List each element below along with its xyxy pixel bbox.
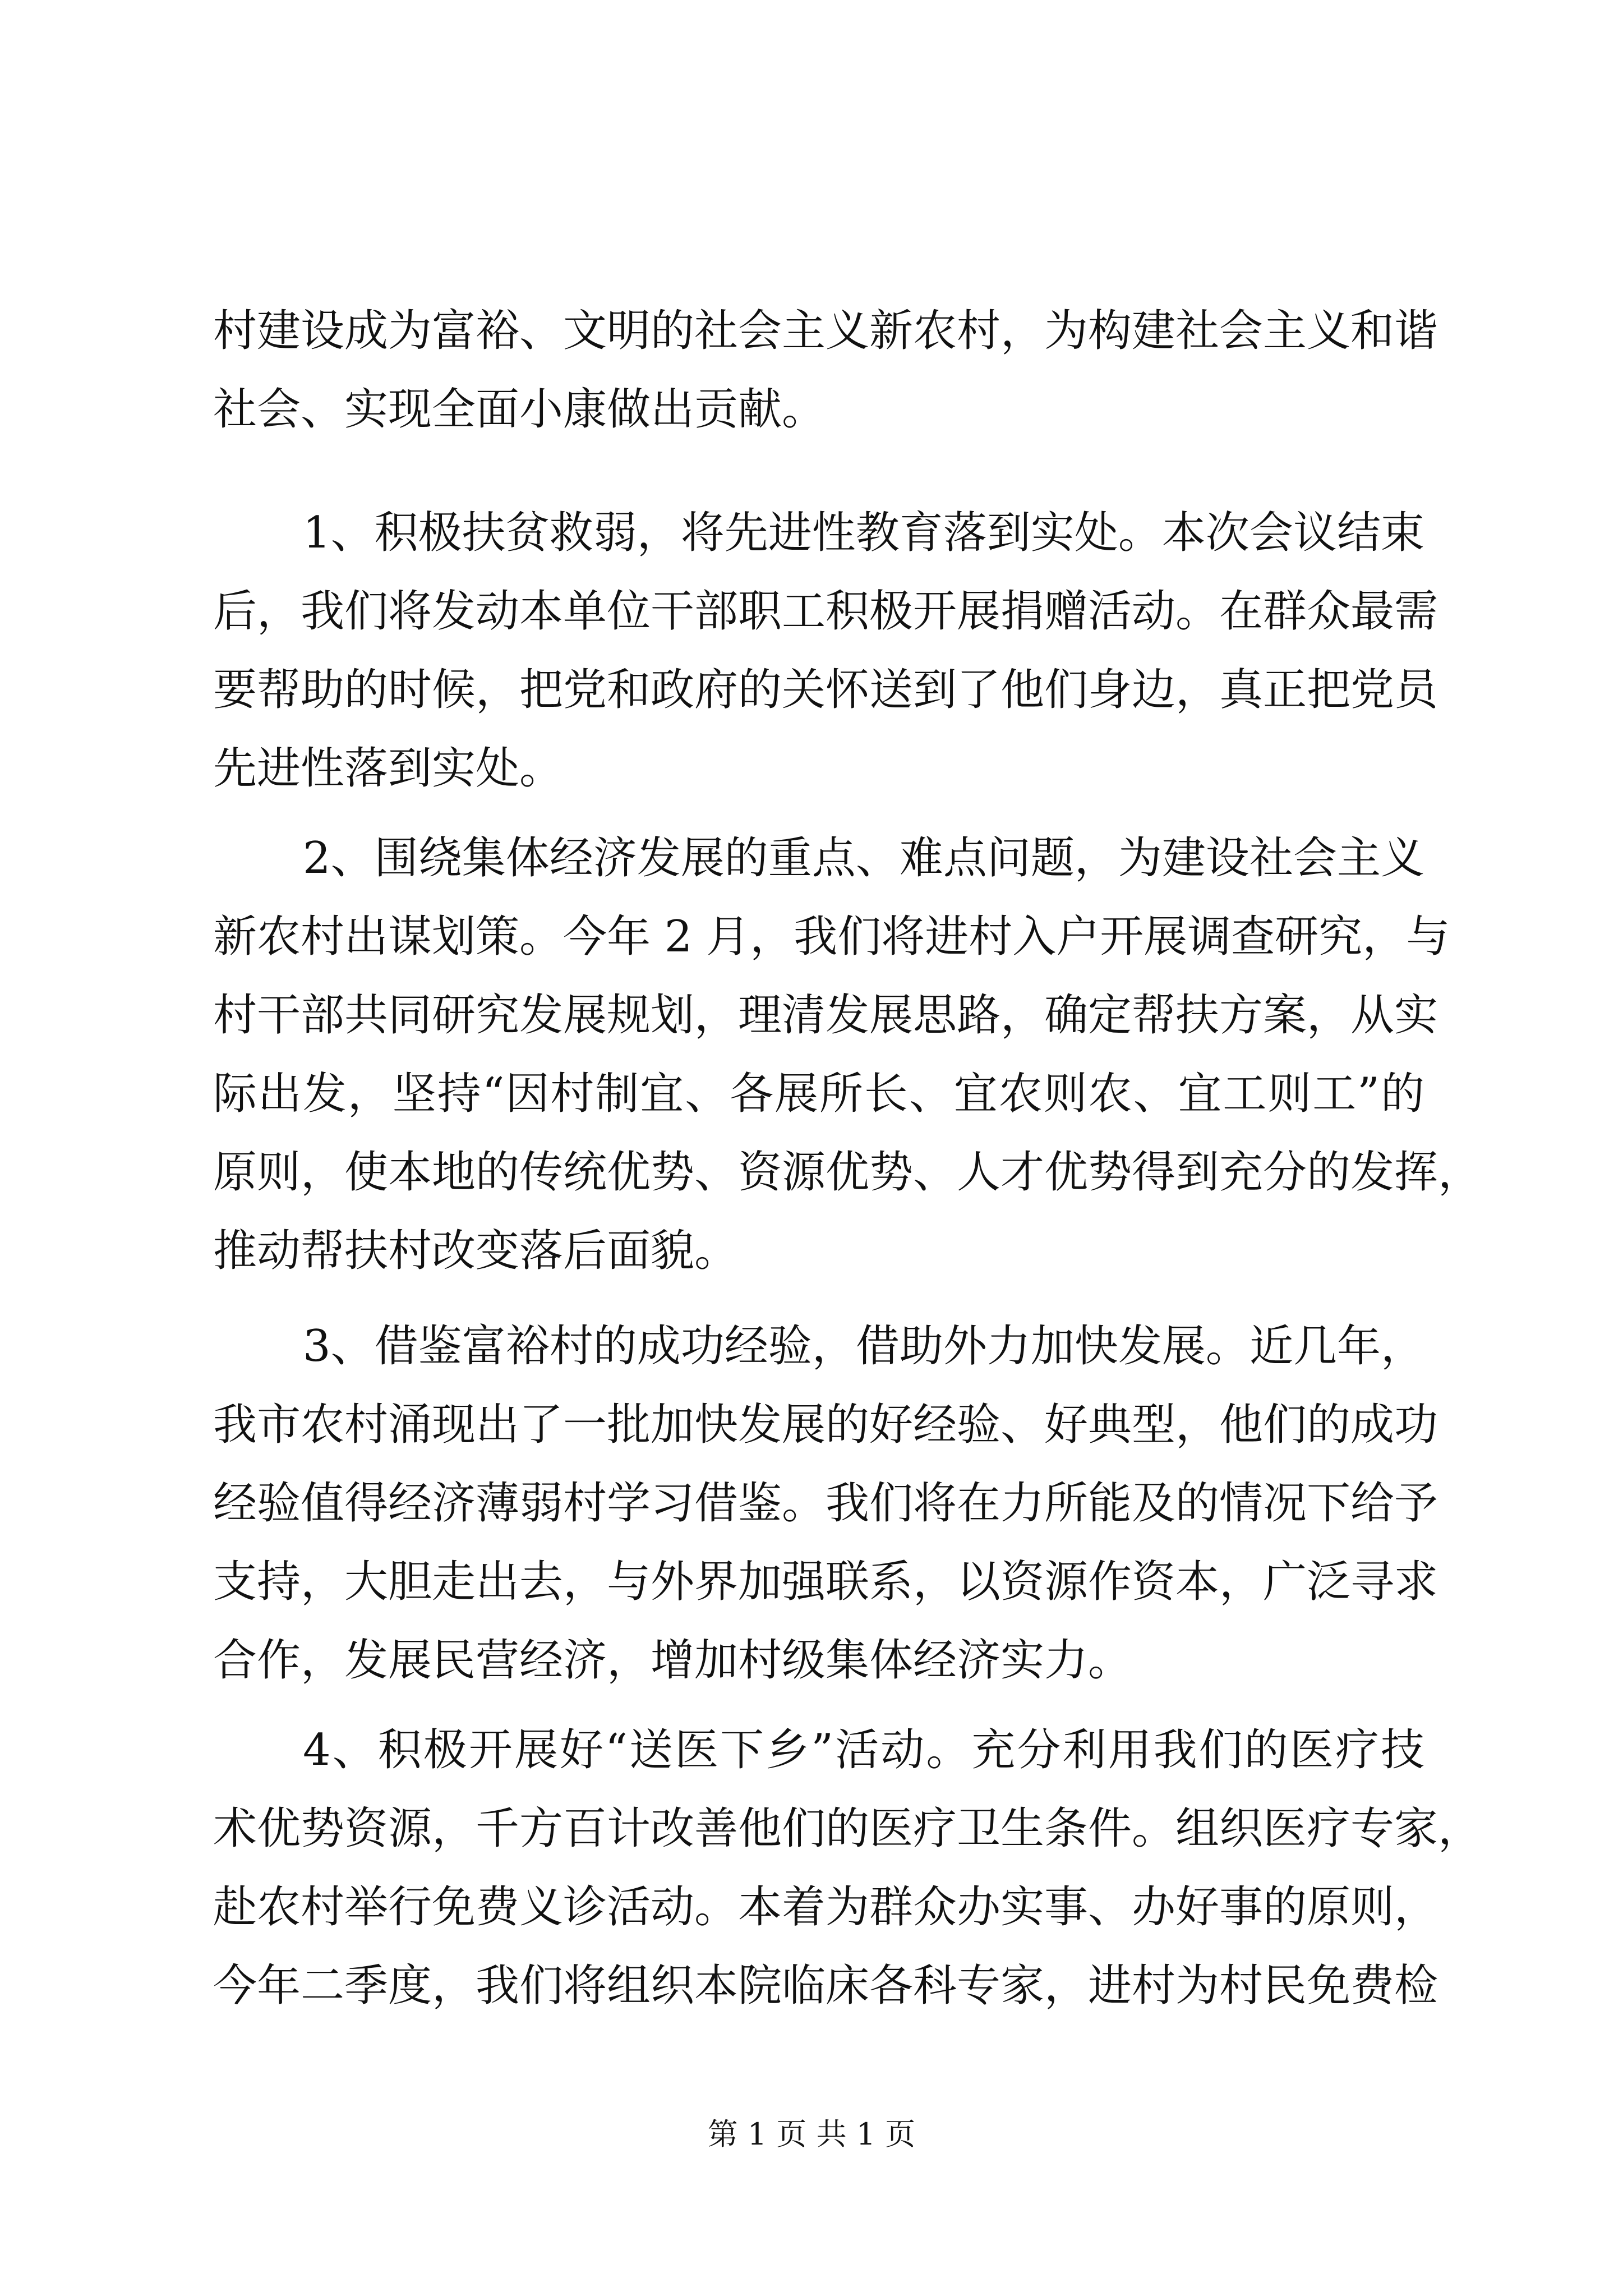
paragraph-1-start: 1、积极扶贫救弱，将先进性教育落到实处。本次会议结束 (303, 508, 1424, 558)
body-line: 推动帮扶村改变落后面貌。 (213, 1226, 739, 1276)
body-line: 社会、实现全面小康做出贡献。 (213, 384, 826, 435)
body-line: 村建设成为富裕、文明的社会主义新农村，为构建社会主义和谐 (213, 306, 1438, 356)
paragraph-2-start: 2、围绕集体经济发展的重点、难点问题，为建设社会主义 (303, 833, 1424, 884)
body-line: 村干部共同研究发展规划，理清发展思路，确定帮扶方案，从实 (213, 990, 1438, 1041)
body-line: 我市农村涌现出了一批加快发展的好经验、好典型，他们的成功 (213, 1400, 1438, 1450)
body-line: 经验值得经济薄弱村学习借鉴。我们将在力所能及的情况下给予 (213, 1478, 1438, 1529)
body-line: 合作，发展民营经济，增加村级集体经济实力。 (213, 1635, 1132, 1686)
body-line: 要帮助的时候，把党和政府的关怀送到了他们身边，真正把党员 (213, 665, 1438, 715)
body-line: 术优势资源，千方百计改善他们的医疗卫生条件。组织医疗专家， (213, 1803, 1482, 1854)
body-line: 际出发，坚持“因村制宜、各展所长、宜农则农、宜工则工”的 (213, 1069, 1424, 1119)
body-line: 原则，使本地的传统优势、资源优势、人才优势得到充分的发挥， (213, 1147, 1482, 1198)
paragraph-3-start: 3、借鉴富裕村的成功经验，借助外力加快发展。近几年， (303, 1321, 1424, 1372)
paragraph-4-start: 4、积极开展好“送医下乡”活动。充分利用我们的医疗技 (303, 1725, 1424, 1775)
body-line: 支持，大胆走出去，与外界加强联系，以资源作资本，广泛寻求 (213, 1557, 1438, 1607)
body-line: 后，我们将发动本单位干部职工积极开展捐赠活动。在群众最需 (213, 586, 1438, 637)
body-line: 先进性落到实处。 (213, 743, 564, 794)
body-line: 新农村出谋划策。今年 2 月，我们将进村入户开展调查研究，与 (213, 912, 1450, 962)
page-number-footer: 第 1 页 共 1 页 (707, 2116, 916, 2152)
body-line: 赴农村举行免费义诊活动。本着为群众办实事、办好事的原则， (213, 1882, 1438, 1932)
body-line: 今年二季度，我们将组织本院临床各科专家，进村为村民免费检 (213, 1961, 1438, 2011)
